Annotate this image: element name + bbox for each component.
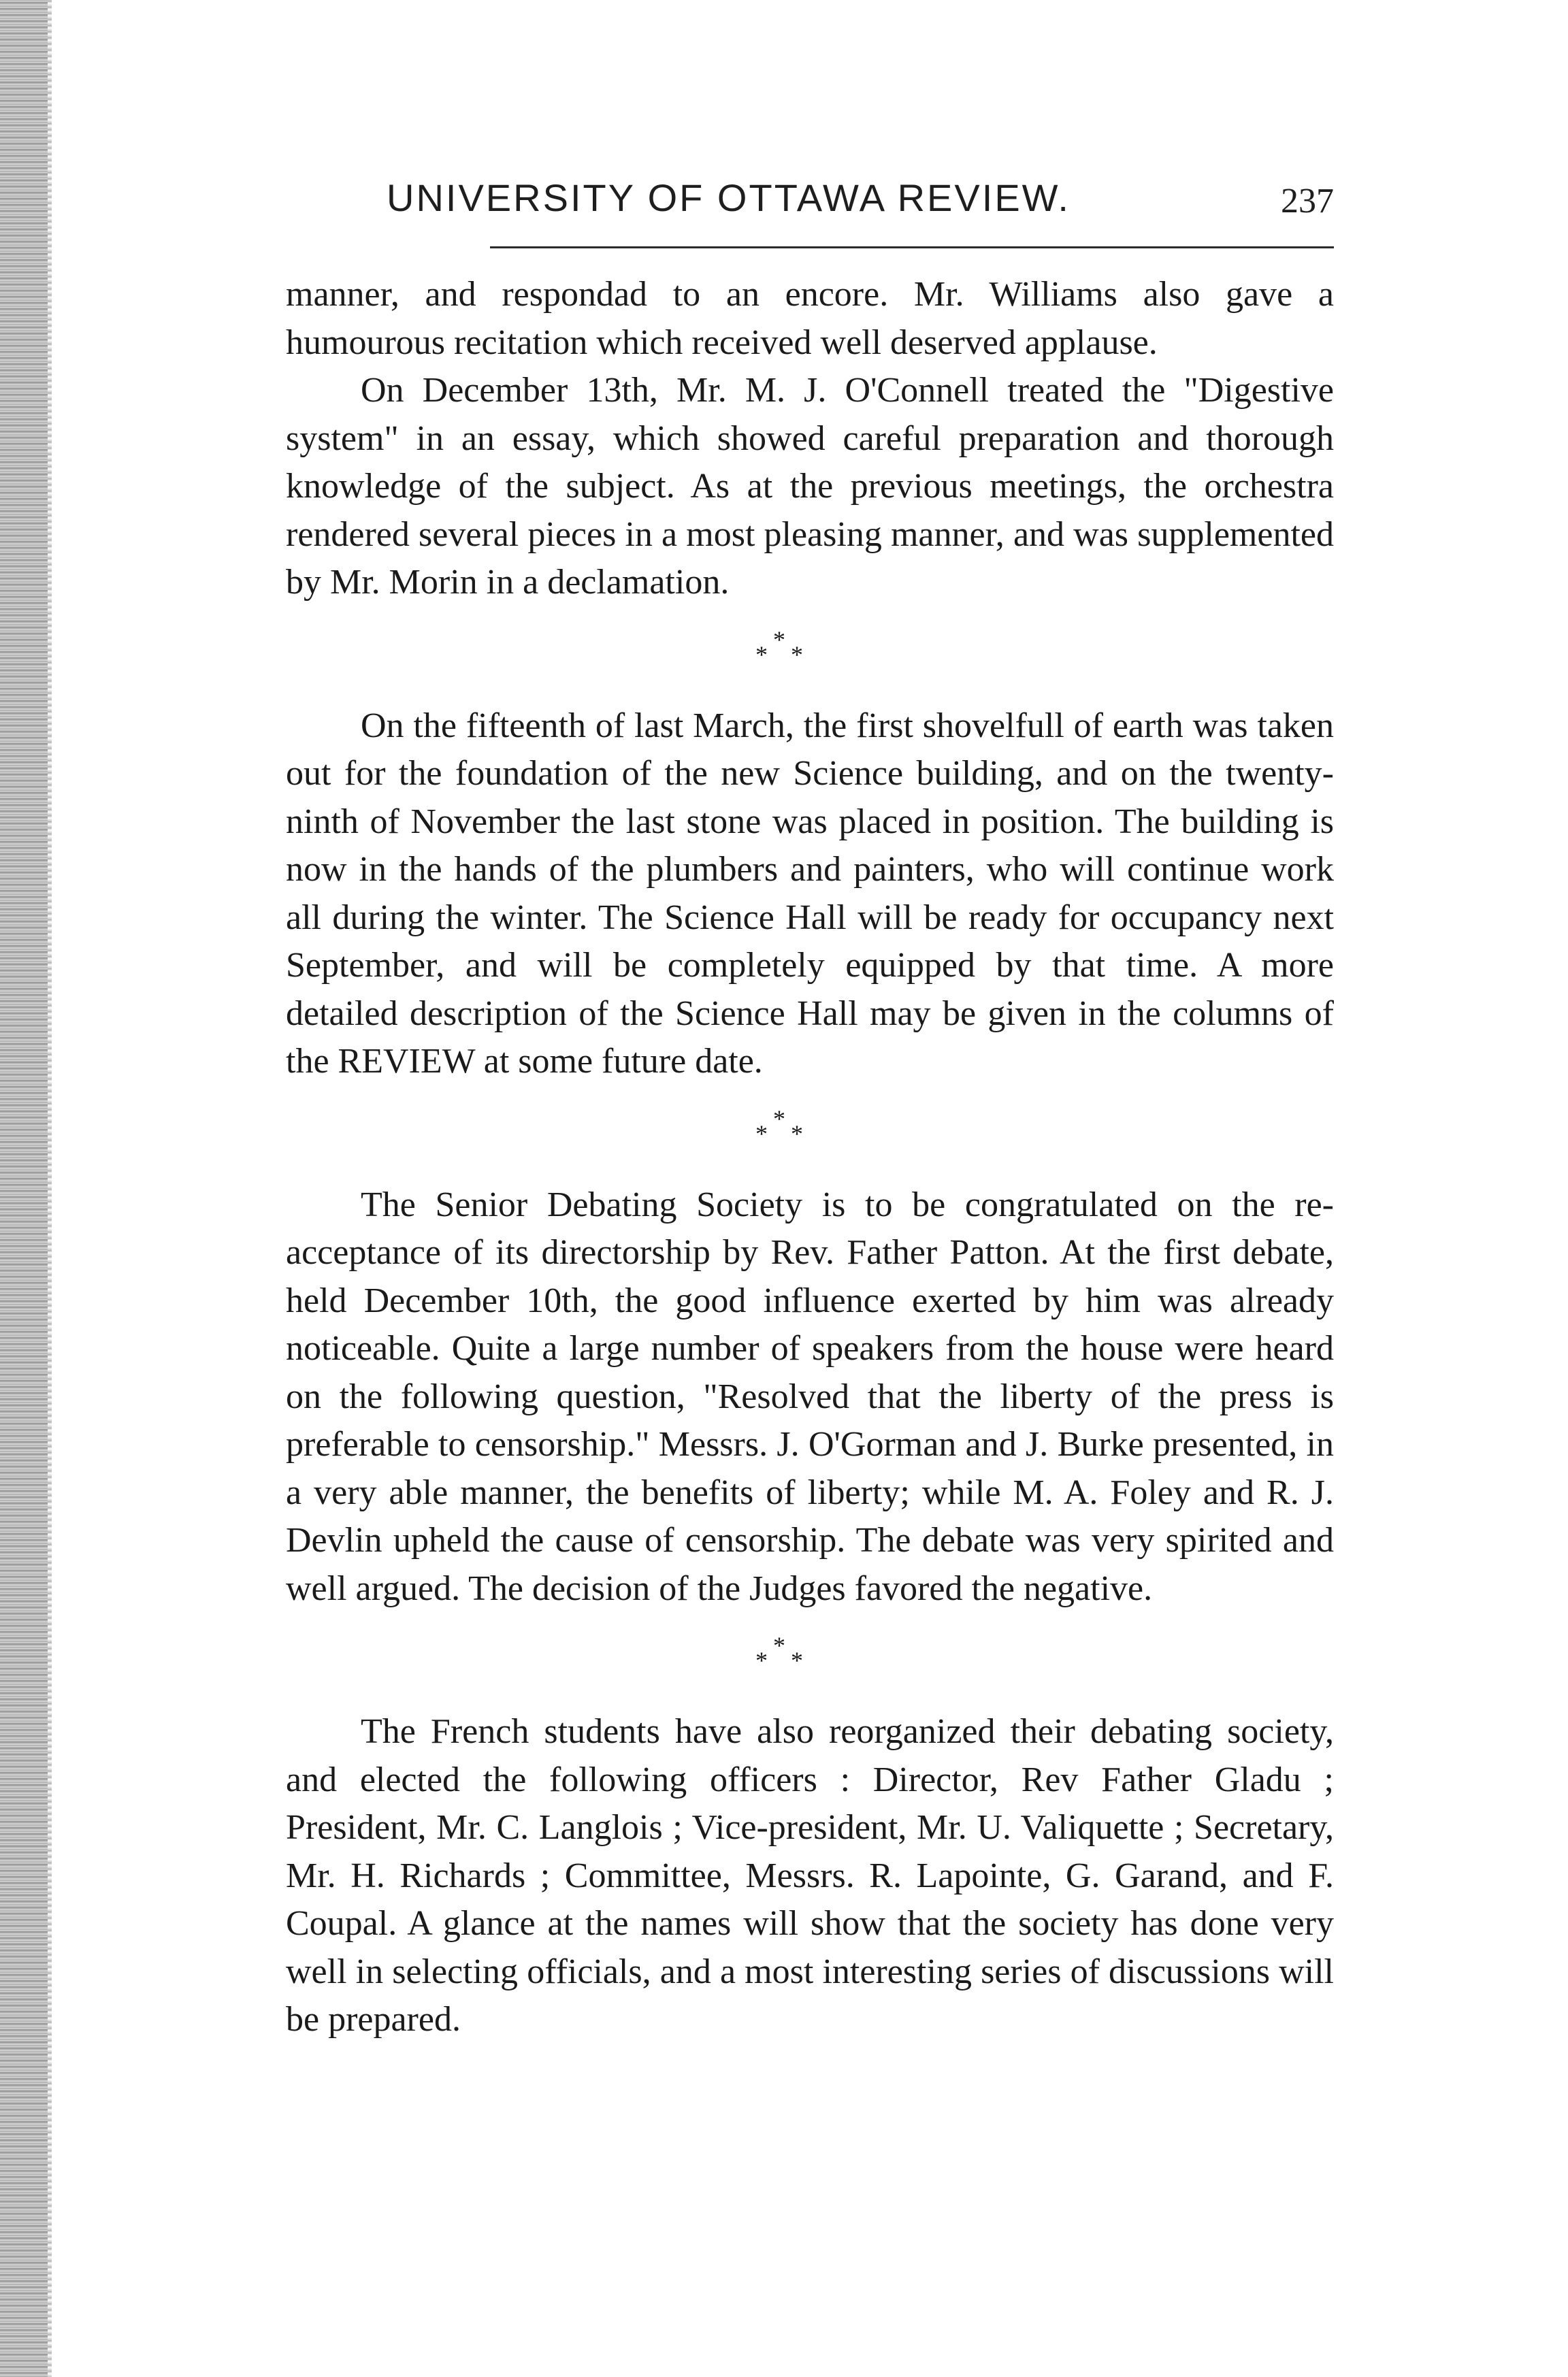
asterism-star: * <box>791 1119 803 1147</box>
paragraph-senior-debating-society: The Senior Debating Society is to be congratulated on the re-acceptance of its directorship by Rev. Father Patton. At the first debate, held December 10th, the good influence exerted by him was already noticeable. Quite a large number of speakers from the house were heard on the following question, "Resolved that the liberty of the press is preferable to censorship." Messrs. J. O'Gorman and J. Burke presented, in a very able manner, the benefits of liberty; while M. A. Foley and R. J. Devlin upheld the cause of censorship. The debate was very spirited and well argued. The decision of the Judges favored the negative. <box>286 1185 1334 1608</box>
asterism-star: * <box>755 1119 768 1147</box>
header-rule <box>490 246 1334 248</box>
running-head <box>286 176 1334 230</box>
asterism-star: * <box>773 1104 785 1132</box>
paragraph-science-building: On the fifteenth of last March, the first shovelfull of earth was taken out for the foundation of the new Science building, and on the twenty-ninth of November the last stone was placed in position. The building is now in the hands of the plumbers and painters, who will continue work all during the winter. The Science Hall will be ready for occupancy next September, and will be completely equipped by that time. A more detailed description of the Science Hall may be given in the columns of the REVIEW at some future date. <box>286 706 1334 1081</box>
asterism-star: * <box>791 640 803 668</box>
binding-edge <box>0 0 48 2377</box>
asterism-star: * <box>773 625 785 653</box>
paragraph-french-debating-society: The French students have also reorganized their debating society, and elected the following officers : Director, Rev Father Gladu ; President, Mr. C. Langlois ; Vice-president, Mr. U. Valiquette ; Secretary, Mr. H. Richards ; Committee, Messrs. R. Lapointe, G. Garand, and F. Coupal. A glance at the names will show that the society has done very well in selecting officials, and a most interesting series of discussions will be prepared. <box>286 1712 1334 2039</box>
asterism-separator <box>286 1086 1334 1181</box>
asterism-star: * <box>755 1647 768 1674</box>
paragraph-digestive-system: On December 13th, Mr. M. J. O'Connell treated the "Digestive system" in an essay, which showed careful preparation and thorough knowledge of the subject. As at the previous meetings, the orchestra rendered several pieces in a most pleasing manner, and was supplemented by Mr. Morin in a declamation. <box>286 371 1334 602</box>
page-header-title: UNIVERSITY OF OTTAWA REVIEW. <box>387 176 1071 219</box>
page-number: 237 <box>1281 182 1334 220</box>
asterism-star: * <box>755 640 768 668</box>
asterism-separator <box>286 607 1334 702</box>
article-body <box>286 271 1334 2044</box>
asterism-separator <box>286 1613 1334 1708</box>
asterism-star: * <box>791 1647 803 1674</box>
asterism-star: * <box>773 1632 785 1659</box>
paragraph-continuation: manner, and respondad to an encore. Mr. Williams also gave a humourous recitation which received well deserved applause. <box>286 275 1334 362</box>
